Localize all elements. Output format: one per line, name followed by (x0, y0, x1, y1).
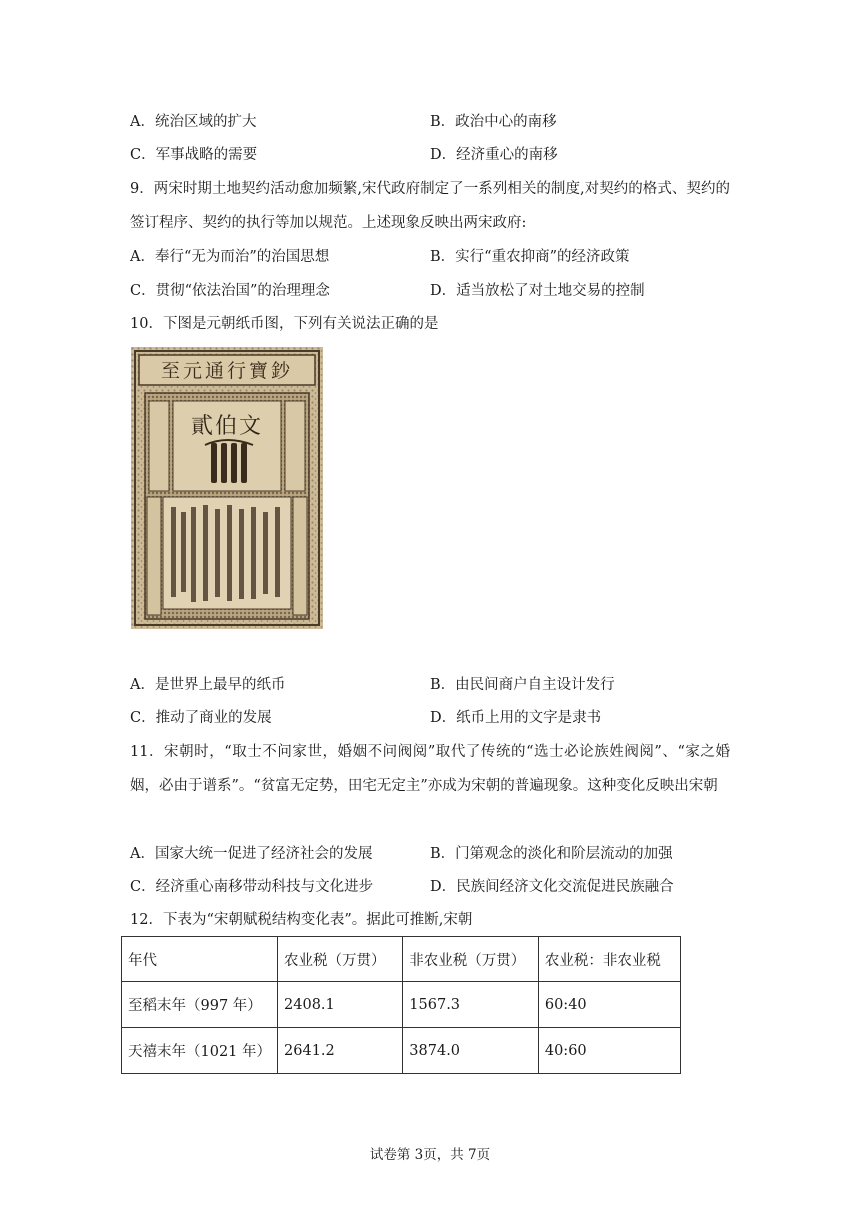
table-cell: 2641.2 (278, 1028, 403, 1074)
q11-options-row-1 (130, 844, 730, 864)
table-cell: 1567.3 (403, 982, 539, 1028)
q8-option-d: D．经济重心的南移 (430, 147, 558, 163)
table-row (122, 1028, 681, 1074)
q11-option-a: A．国家大统一促进了经济社会的发展 (130, 846, 373, 862)
banknote-illustration (131, 347, 323, 629)
q10-option-d: D．纸币上用的文字是隶书 (430, 710, 602, 726)
q9-options-row-1 (130, 247, 730, 267)
table-header-cell: 年代 (122, 937, 278, 982)
q9-stem: 9．两宋时期土地契约活动愈加频繁,宋代政府制定了一系列相关的制度,对契约的格式、契约的签订程序、契约的执行等加以规范。上述现象反映出两宋政府: (130, 181, 730, 231)
table-row (122, 982, 681, 1028)
q11-option-b: B．门第观念的淡化和阶层流动的加强 (430, 846, 673, 862)
q12-stem: 12．下表为“宋朝赋税结构变化表”。据此可推断,宋朝 (130, 912, 473, 928)
q10-option-a: A．是世界上最早的纸币 (130, 677, 286, 693)
banknote-title-text: 至元通行寶鈔 (160, 360, 294, 382)
table-header-cell: 农业税：非农业税 (538, 937, 680, 982)
table-header-cell: 非农业税（万贯） (403, 937, 539, 982)
table-cell: 60:40 (538, 982, 680, 1028)
q8-options-row-1 (130, 112, 730, 132)
q9-option-d: D．适当放松了对土地交易的控制 (430, 283, 645, 299)
q11-stem: 11．宋朝时，“取士不问家世，婚姻不问阀阅”取代了传统的“选士必论族姓阀阅”、“家之婚姻，必由于谱系”。“贫富无定势，田宅无定主”亦成为宋朝的普遍现象。这种变化反映出宋朝 (130, 744, 730, 794)
q10-option-c: C．推动了商业的发展 (130, 710, 272, 726)
q11-option-d: D．民族间经济文化交流促进民族融合 (430, 879, 674, 895)
q10-stem: 10．下图是元朝纸币图，下列有关说法正确的是 (130, 316, 439, 332)
q10-options-row-2 (130, 708, 730, 728)
q11-options-row-2 (130, 877, 730, 897)
table-cell: 天禧末年（1021 年） (122, 1028, 278, 1074)
banknote-denomination-text: 貳伯文 (190, 414, 264, 439)
table-header-row (122, 937, 681, 982)
q8-option-c: C．军事战略的需要 (130, 147, 258, 163)
q8-option-a: A．统治区域的扩大 (130, 114, 257, 130)
table-header-cell: 农业税（万贯） (278, 937, 403, 982)
q10-option-b: B．由民间商户自主设计发行 (430, 677, 615, 693)
q8-option-b: B．政治中心的南移 (430, 114, 557, 130)
q9-option-a: A．奉行“无为而治”的治国思想 (130, 249, 330, 265)
q11-option-c: C．经济重心南移带动科技与文化进步 (130, 879, 374, 895)
table-cell: 3874.0 (403, 1028, 539, 1074)
table-cell: 至稻末年（997 年） (122, 982, 278, 1028)
q10-options-row-1 (130, 675, 730, 695)
q8-options-row-2 (130, 145, 730, 165)
table-cell: 40:60 (538, 1028, 680, 1074)
q9-option-b: B．实行“重农抑商”的经济政策 (430, 249, 630, 265)
page-footer: 试卷第 3页，共 7页 (369, 1147, 491, 1163)
yuan-banknote-image (131, 347, 323, 629)
q9-options-row-2 (130, 281, 730, 301)
table-cell: 2408.1 (278, 982, 403, 1028)
tax-structure-table (121, 936, 681, 1074)
q9-option-c: C．贯彻“依法治国”的治理理念 (130, 283, 330, 299)
